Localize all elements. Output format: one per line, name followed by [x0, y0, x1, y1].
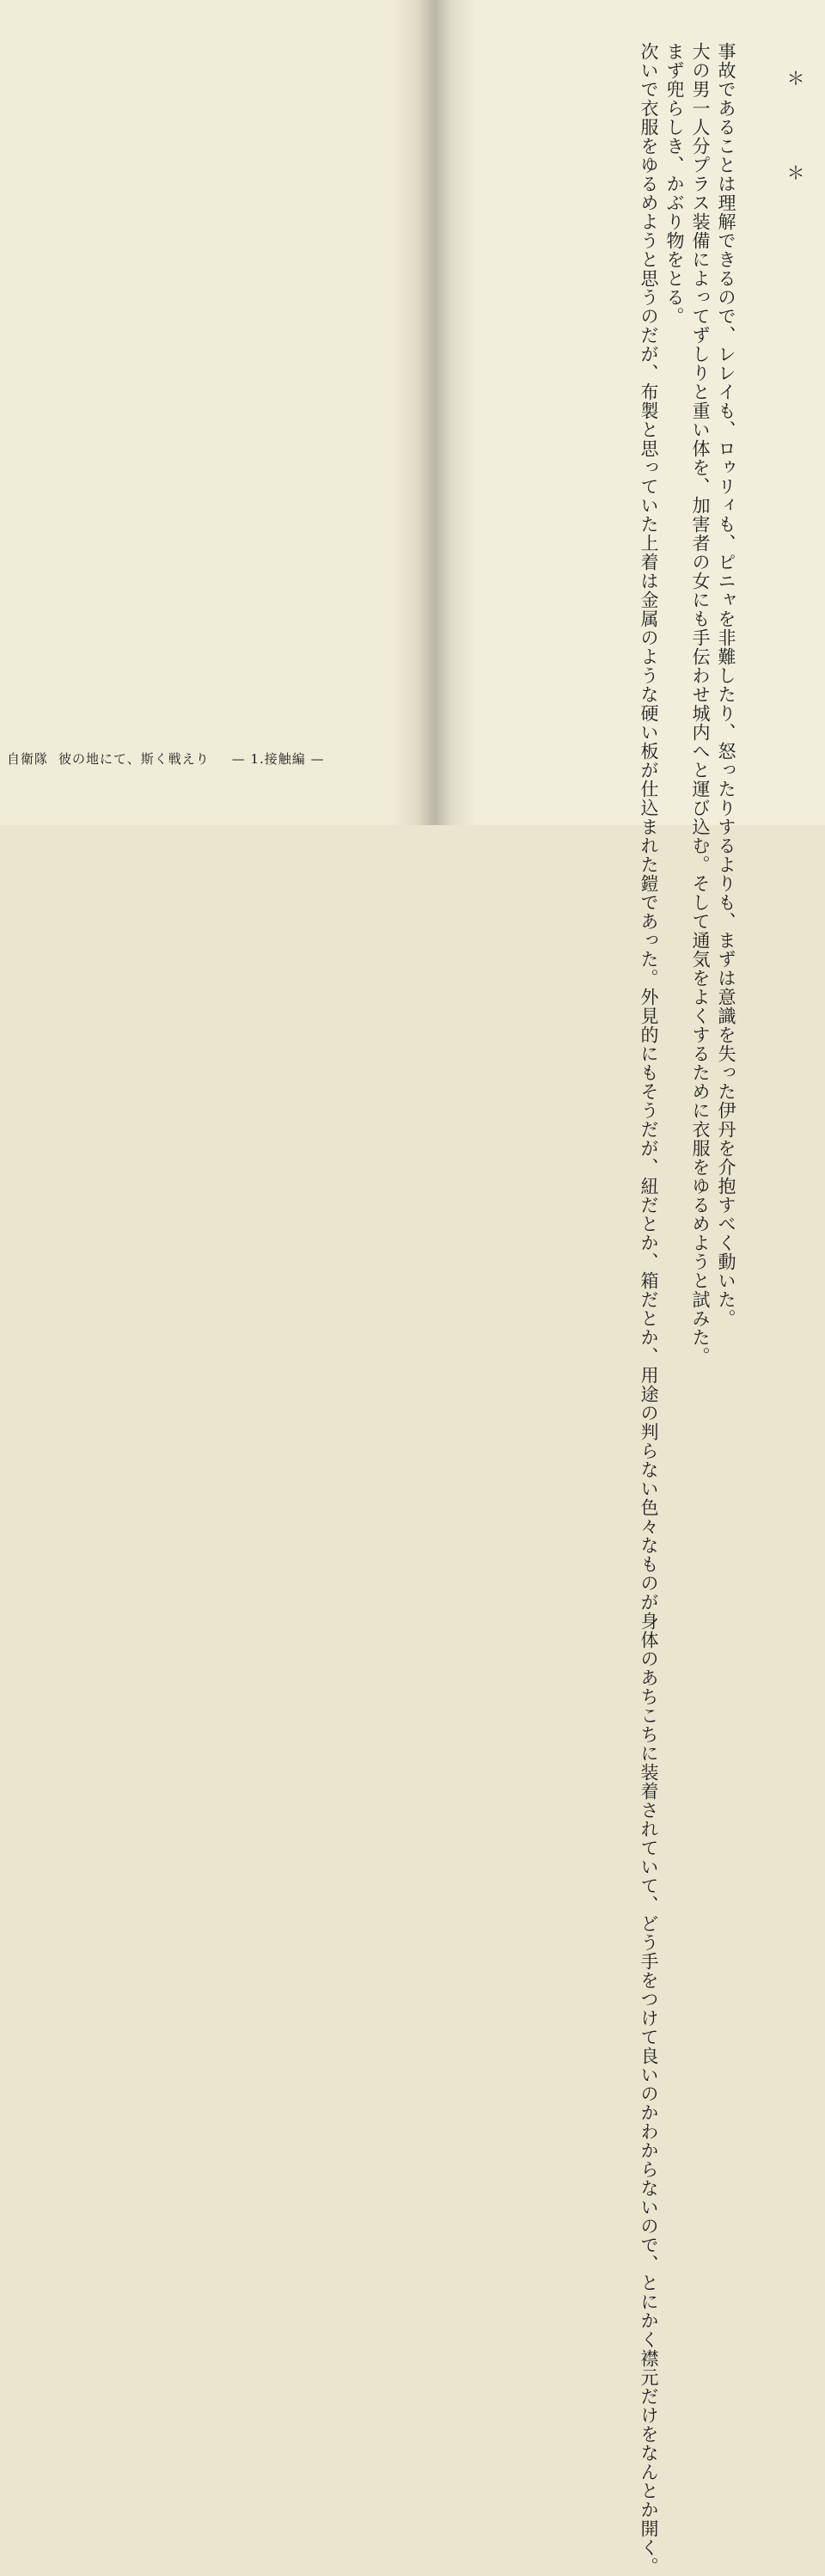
paragraph: 大の男一人分プラス装備によってずしりと重い体を、加害者の女にも手伝わせ城内へと運び込む。そして通気をよくするために衣服をゆるめようと試みた。	[690, 42, 711, 1366]
paragraph: 次いで衣服をゆるめようと思うのだが、布製と思っていた上着は金属のような硬い板が仕込まれた鎧であった。外見的にもそうだが、紐だとか、箱だとか、用途の判らない色々なものが身体のあちこちに装着されていて、どう手をつけて良いのかわからないので、とにかく襟元だけをなんとか開く。	[639, 42, 659, 2576]
section-break-marker: ＊ ＊	[785, 69, 805, 211]
right-page	[426, 0, 825, 2576]
left-page	[0, 0, 426, 825]
page-gutter-shadow	[394, 0, 476, 825]
footer-subtitle: 彼の地にて、斯く戦えり	[58, 751, 210, 767]
footer-chapter: — 1.接触編 —	[231, 751, 325, 767]
paragraph: まず兜らしき、かぶり物をとる。	[664, 42, 685, 326]
right-page-text	[636, 24, 739, 2576]
paragraph: 事故であることは理解できるので、レレイも、ロゥリィも、ピニャを非難したり、怒ったりするよりも、まずは意識を失った伊丹を介抱すべく動いた。	[716, 42, 736, 1328]
running-footer	[7, 750, 335, 768]
footer-book-title: 自衛隊	[7, 751, 49, 767]
